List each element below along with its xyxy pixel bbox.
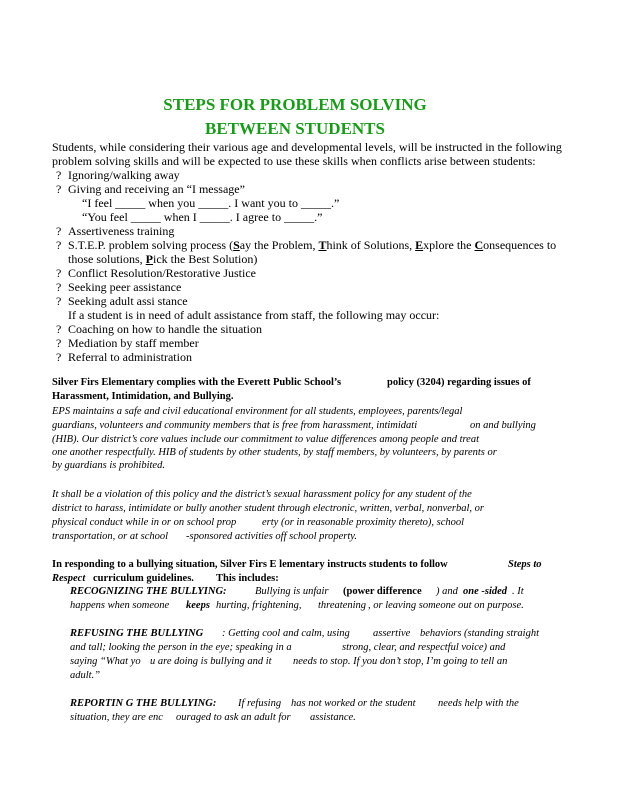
refusing-line-3b: u are doing is bullying and it [150, 656, 272, 667]
list-item-step-process: S.T.E.P. problem solving process (Say the Problem, Think of Solutions, Explore the Consequences to [68, 238, 557, 252]
bullet-marker: ? [56, 322, 62, 336]
list-item-adult: Seeking adult assi stance [68, 294, 188, 308]
list-item-i-message: Giving and receiving an “I message” [68, 182, 245, 196]
respond-line-2a: Respect [52, 573, 86, 584]
policy-p2-line-4a: transportation, or at school [52, 531, 169, 542]
refusing-heading: REFUSING THE BULLYING [70, 628, 204, 639]
refusing-line-3a: saying “What yo [70, 656, 141, 667]
refusing-c: behaviors (standing straight [420, 628, 540, 639]
policy-p2-line-1: It shall be a violation of this policy and the district’s sexual harassment policy for any student of the [52, 489, 472, 500]
bullet-marker: ? [56, 168, 62, 182]
recognizing-line-2a: happens when someone [70, 600, 170, 611]
reporting-line-2c: assistance. [310, 712, 356, 723]
respond-line-1a: In responding to a bullying situation, Silver Firs E lementary instructs students to follow [52, 559, 448, 570]
bullet-marker: ? [56, 224, 62, 238]
recognizing-b: (power difference [343, 586, 422, 597]
refusing-b: assertive [373, 628, 411, 639]
refusing-a: : Getting cool and calm, using [222, 628, 350, 639]
recognizing-heading: RECOGNIZING THE BULLYING: [70, 586, 227, 597]
policy-p2-line-3a: physical conduct while in or on school prop [52, 517, 237, 528]
policy-p1-line-4: one another respectfully. HIB of students by other students, by staff members, by volunteers, by parents or [52, 447, 497, 458]
list-item-coaching: Coaching on how to handle the situation [68, 322, 262, 336]
reporting-b: has not worked or the student [291, 698, 416, 709]
recognizing-line-2b: keeps [186, 600, 210, 611]
reporting-c: needs help with the [438, 698, 519, 709]
recognizing-line-2c: hurting, frightening, [216, 600, 302, 611]
recognizing-e: . It [512, 586, 524, 597]
step-process-line-2: those solutions, Pick the Best Solution) [68, 252, 258, 266]
bullet-marker: ? [56, 336, 62, 350]
recognizing-a: Bullying is unfair [255, 586, 329, 597]
bullet-marker: ? [56, 280, 62, 294]
bullet-marker: ? [56, 294, 62, 308]
list-item-conflict: Conflict Resolution/Restorative Justice [68, 266, 256, 280]
bullet-marker: ? [56, 238, 62, 252]
refusing-line-4: adult.” [70, 670, 101, 681]
policy-heading-2: Harassment, Intimidation, and Bullying. [52, 391, 234, 402]
policy-p1-line-5: by guardians is prohibited. [52, 460, 165, 471]
staff-intro: If a student is in need of adult assistance from staff, the following may occur: [68, 308, 440, 322]
policy-p2-line-4b: -sponsored activities off school property. [186, 531, 357, 542]
list-item-peer: Seeking peer assistance [68, 280, 182, 294]
policy-heading-b: policy (3204) regarding issues of [387, 377, 531, 388]
list-item-ignoring: Ignoring/walking away [68, 168, 180, 182]
respond-line-2c: This includes: [216, 573, 279, 584]
refusing-line-3c: needs to stop. If you don’t stop, I’m going to tell an [293, 656, 508, 667]
page-title-line-1: STEPS FOR PROBLEM SOLVING [163, 95, 427, 114]
recognizing-d: one -sided [463, 586, 508, 597]
policy-p2-line-2: district to harass, intimidate or bully another student through electronic, written, verbal, nonverbal, or [52, 503, 485, 514]
respond-line-2b: curriculum guidelines. [93, 573, 194, 584]
policy-p1-line-1: EPS maintains a safe and civil educational environment for all students, employees, parents/legal [52, 406, 463, 417]
policy-p1-line-2b: on and bullying [470, 420, 536, 431]
intro-line-2: problem solving skills and will be expected to use these skills when conflicts arise between students: [52, 154, 536, 168]
list-item-assertiveness: Assertiveness training [68, 224, 175, 238]
reporting-heading: REPORTIN G THE BULLYING: [70, 698, 217, 709]
list-item-referral: Referral to administration [68, 350, 192, 364]
intro-line-1: Students, while considering their various age and developmental levels, will be instructed in the following [52, 140, 562, 154]
recognizing-c: ) and [436, 586, 458, 597]
respond-line-1b: Steps to [508, 559, 542, 570]
bullet-marker: ? [56, 182, 62, 196]
bullet-marker: ? [56, 266, 62, 280]
list-item-mediation: Mediation by staff member [68, 336, 199, 350]
policy-p2-line-3b: erty (or in reasonable proximity thereto), school [262, 517, 465, 528]
policy-heading-a: Silver Firs Elementary complies with the Everett Public School’s [52, 377, 342, 388]
i-feel-template: “I feel _____ when you _____. I want you to _____.” [82, 196, 340, 210]
refusing-line-2b: strong, clear, and respectful voice) and [342, 642, 506, 653]
policy-p1-line-3: (HIB). Our district’s core values include our commitment to value differences among people and treat [52, 434, 480, 445]
bullet-marker: ? [56, 350, 62, 364]
reporting-a: If refusing [238, 698, 282, 709]
page-title-line-2: BETWEEN STUDENTS [205, 119, 385, 138]
policy-p1-line-2a: guardians, volunteers and community members that is free from harassment, intimidati [52, 420, 418, 431]
reporting-line-2b: ouraged to ask an adult for [176, 712, 291, 723]
recognizing-line-2d: threatening [318, 600, 367, 611]
reporting-line-2a: situation, they are enc [70, 712, 163, 723]
refusing-line-2a: and tall; looking the person in the eye; speaking in a [70, 642, 292, 653]
you-feel-template: “You feel _____ when I _____. I agree to _____.” [82, 210, 323, 224]
recognizing-line-2e: , or leaving someone out on purpose. [368, 600, 524, 611]
